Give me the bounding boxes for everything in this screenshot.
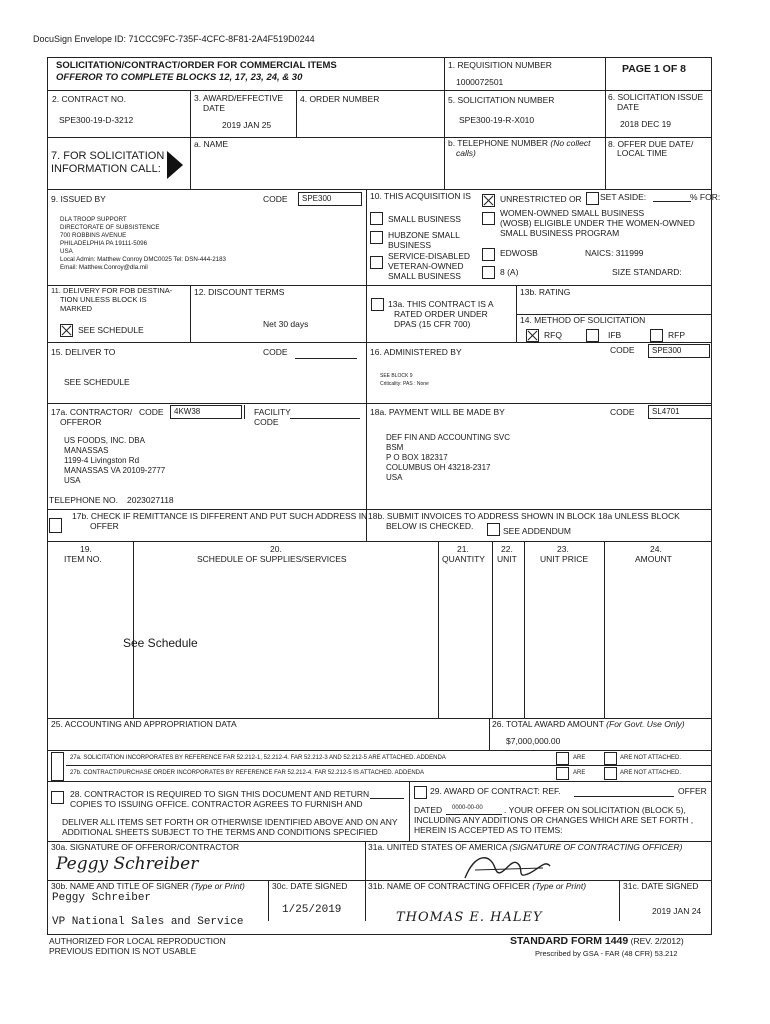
requisition-number: 1000072501: [456, 77, 504, 87]
col21-number: 21.: [457, 544, 469, 554]
payment-address: DEF FIN AND ACCOUNTING SVC BSM P O BOX 182317 COLUMBUS OH 43218-2317 USA: [386, 433, 511, 482]
col23-header: UNIT PRICE: [540, 554, 589, 564]
27b-are-not-label: ARE NOT ATTACHED.: [620, 770, 682, 776]
set-aside-label: SET ASIDE:: [600, 192, 647, 202]
issued-by-label: 9. ISSUED BY: [51, 194, 106, 204]
rfp-checkbox[interactable]: [650, 329, 663, 342]
name-label: a. NAME: [194, 139, 229, 149]
contractor-code-label: CODE: [139, 407, 164, 417]
award-label: 29. AWARD OF CONTRACT: REF.: [430, 786, 561, 796]
small-business-label: SMALL BUSINESS: [388, 214, 461, 224]
col19-header: ITEM NO.: [64, 554, 102, 564]
acquisition-label: 10. THIS ACQUISITION IS: [370, 191, 471, 201]
admin-code: SPE300: [648, 344, 710, 358]
envelope-id: DocuSign Envelope ID: 71CCC9FC-735F-4CFC-8F81-2A4F519D0244: [33, 34, 315, 44]
dated-value: 0000-00-00: [452, 805, 483, 811]
col22-number: 22.: [501, 544, 513, 554]
total-award-label: 26. TOTAL AWARD AMOUNT (For Govt. Use Only): [492, 719, 685, 729]
offer-due-label-2: LOCAL TIME: [617, 148, 668, 158]
deliver-to: SEE SCHEDULE: [64, 377, 130, 387]
signer-name-label: 30b. NAME AND TITLE OF SIGNER (Type or Print): [51, 881, 245, 891]
fob-label: 11. DELIVERY FOR FOB DESTINA-: [51, 286, 173, 295]
edwosb-checkbox[interactable]: [482, 248, 495, 261]
fob-label-3: MARKED: [60, 304, 93, 313]
discount-terms-label: 12. DISCOUNT TERMS: [194, 287, 285, 297]
award-offer-label: OFFER: [678, 786, 707, 796]
administered-by-label: 16. ADMINISTERED BY: [370, 347, 462, 357]
award-date-label-2: DATE: [203, 103, 226, 113]
col23-number: 23.: [557, 544, 569, 554]
offer-due-label: 8. OFFER DUE DATE/: [608, 139, 694, 149]
payment-code: SL4701: [648, 405, 712, 419]
criticality-note: Criticality: PAS : None: [380, 381, 429, 387]
naics-code: NAICS: 311999: [585, 248, 644, 258]
solicitation-number: SPE300-19-R-X010: [459, 115, 535, 125]
method-label: 14. METHOD OF SOLICITATION: [520, 315, 646, 325]
hubzone-label: HUBZONE SMALL: [388, 230, 460, 240]
hubzone-checkbox[interactable]: [370, 231, 383, 244]
form-number: STANDARD FORM 1449 (REV. 2/2012): [510, 935, 684, 947]
accounting-label: 25. ACCOUNTING AND APPROPRIATION DATA: [51, 719, 237, 729]
wosb-label-3: SMALL BUSINESS PROGRAM: [500, 228, 620, 238]
contractor-label: 17a. CONTRACTOR/: [51, 407, 133, 417]
form-subtitle: OFFEROR TO COMPLETE BLOCKS 12, 17, 23, 24, & 30: [56, 72, 303, 83]
wosb-label-2: (WOSB) ELIGIBLE UNDER THE WOMEN-OWNED: [500, 218, 695, 228]
rfp-label: RFP: [668, 330, 685, 340]
col20-number: 20.: [270, 544, 282, 554]
col24-number: 24.: [650, 544, 662, 554]
contracting-officer-label: 31b. NAME OF CONTRACTING OFFICER (Type or Print): [368, 881, 587, 891]
see-schedule-checkbox[interactable]: [60, 324, 73, 337]
27a-are-not-checkbox[interactable]: [604, 752, 617, 765]
prescribed-note: Prescribed by GSA - FAR (48 CFR) 53.212: [535, 949, 678, 958]
col22-header: UNIT: [497, 554, 517, 564]
edwosb-label: EDWOSB: [500, 248, 538, 258]
authorized-note: AUTHORIZED FOR LOCAL REPRODUCTION: [49, 936, 226, 946]
rated-order-label-3: DPAS (15 CFR 700): [394, 319, 471, 329]
payment-code-label: CODE: [610, 407, 635, 417]
award-date: 2019 JAN 25: [222, 120, 272, 130]
size-standard-label: SIZE STANDARD:: [612, 267, 682, 277]
previous-edition-note: PREVIOUS EDITION IS NOT USABLE: [49, 946, 197, 956]
ifb-label: IFB: [608, 330, 622, 340]
issued-code-label: CODE: [263, 194, 288, 204]
signer-name: Peggy Schreiber: [52, 892, 152, 904]
rated-order-label: 13a. THIS CONTRACT IS A: [388, 299, 494, 309]
unrestricted-checkbox[interactable]: [482, 194, 495, 207]
deliver-to-label: 15. DELIVER TO: [51, 347, 116, 357]
info-call-label: 7. FOR SOLICITATION: [51, 150, 165, 162]
wosb-label: WOMEN-OWNED SMALL BUSINESS: [500, 208, 645, 218]
col19-number: 19.: [80, 544, 92, 554]
dated-label: DATED: [414, 805, 443, 815]
pct-for-label: % FOR:: [690, 192, 721, 202]
hubzone-label-2: BUSINESS: [388, 240, 431, 250]
form-title: SOLICITATION/CONTRACT/ORDER FOR COMMERCIAL ITEMS: [56, 60, 337, 71]
block28-line3: DELIVER ALL ITEMS SET FORTH OR OTHERWISE IDENTIFIED ABOVE AND ON ANY: [62, 817, 398, 827]
contractor-code: 4KW38: [170, 405, 242, 419]
submit-invoices-label-2: BELOW IS CHECKED.: [386, 521, 474, 531]
facility-code-label-2: CODE: [254, 417, 279, 427]
arrow-right-icon: [166, 150, 184, 180]
officer-date: 2019 JAN 24: [652, 906, 702, 916]
offeror-date-label: 30c. DATE SIGNED: [272, 881, 348, 891]
unrestricted-label: UNRESTRICTED OR: [500, 194, 582, 204]
requisition-label: 1. REQUISITION NUMBER: [448, 60, 552, 70]
telephone-label-2: calls): [456, 148, 476, 158]
contracting-officer-name: THOMAS E. HALEY: [396, 910, 543, 925]
telephone-no-label: TELEPHONE NO.: [49, 495, 118, 505]
offeror-signature-label: 30a. SIGNATURE OF OFFEROR/CONTRACTOR: [51, 842, 240, 852]
contractor-sign-checkbox[interactable]: [51, 791, 64, 804]
order-number-label: 4. ORDER NUMBER: [300, 94, 380, 104]
award-date-label: 3. AWARD/EFFECTIVE: [194, 93, 284, 103]
issue-date-label: 6. SOLICITATION ISSUE: [608, 92, 704, 102]
27a-are-not-label: ARE NOT ATTACHED.: [620, 755, 682, 761]
offeror-date: 1/25/2019: [282, 904, 342, 916]
issue-date: 2018 DEC 19: [620, 119, 672, 129]
issue-date-label-2: DATE: [617, 102, 640, 112]
sdvosb-label-3: SMALL BUSINESS: [388, 271, 461, 281]
sdvosb-label-2: VETERAN-OWNED: [388, 261, 464, 271]
payment-label: 18a. PAYMENT WILL BE MADE BY: [370, 407, 505, 417]
page-count: PAGE 1 OF 8: [622, 63, 686, 75]
set-aside-checkbox[interactable]: [586, 192, 599, 205]
sdvosb-label: SERVICE-DISABLED: [388, 251, 471, 261]
clause-27b: 27b. CONTRACT/PURCHASE ORDER INCORPORATES BY REFERENCE FAR 52.212-4. FAR 52.212-5 IS ATTACHED. ADDENDA: [70, 770, 424, 776]
see-schedule-label: SEE SCHEDULE: [78, 325, 144, 335]
rfq-label: RFQ: [544, 330, 562, 340]
block28-line2: COPIES TO ISSUING OFFICE. CONTRACTOR AGREES TO FURNISH AND: [70, 799, 363, 809]
telephone-no: 2023027118: [127, 495, 174, 505]
contractor-label-2: OFFEROR: [60, 417, 102, 427]
eight-a-label: 8 (A): [500, 267, 519, 277]
info-call-label-2: INFORMATION CALL:: [51, 163, 161, 175]
rated-order-label-2: RATED ORDER UNDER: [394, 309, 488, 319]
discount-terms: Net 30 days: [263, 319, 309, 329]
facility-code-label: FACILITY: [254, 407, 291, 417]
officer-signature-label: 31a. UNITED STATES OF AMERICA (SIGNATURE OF CONTRACTING OFFICER): [368, 842, 683, 852]
items-see-schedule: See Schedule: [123, 636, 198, 650]
admin-note: SEE BLOCK 9: [380, 373, 413, 379]
block28-line1: 28. CONTRACTOR IS REQUIRED TO SIGN THIS DOCUMENT AND RETURN: [70, 789, 370, 799]
rated-order-checkbox[interactable]: [371, 298, 384, 311]
award-line2: . YOUR OFFER ON SOLICITATION (BLOCK 5),: [504, 805, 686, 815]
issued-address: DLA TROOP SUPPORT DIRECTORATE OF SUBSISTENCE 700 ROBBINS AVENUE PHILADELPHIA PA 19111-5096 USA Local Admin: Matthew Conroy DMC0025 Tel: DSN-444-2183 Email: Matthew.Conroy@dla.mil: [60, 216, 226, 271]
block28-line4: ADDITIONAL SHEETS SUBJECT TO THE TERMS AND CONDITIONS SPECIFIED: [62, 827, 378, 837]
27b-are-not-checkbox[interactable]: [604, 767, 617, 780]
solicitation-number-label: 5. SOLICITATION NUMBER: [448, 95, 555, 105]
officer-date-label: 31c. DATE SIGNED: [623, 881, 699, 891]
award-line3: INCLUDING ANY ADDITIONS OR CHANGES WHICH ARE SET FORTH ,: [414, 815, 694, 825]
col24-header: AMOUNT: [635, 554, 672, 564]
remittance-checkbox[interactable]: [49, 518, 62, 533]
contractor-address: US FOODS, INC. DBA MANASSAS 1199-4 Livingston Rd MANASSAS VA 20109-2777 USA: [64, 436, 166, 485]
rating-label: 13b. RATING: [520, 287, 571, 297]
clause-27a: 27a. SOLICITATION INCORPORATES BY REFERENCE FAR 52.212-1, 52.212-4. FAR 52.212-3 AND 52.212-5 ARE ATTACHED. ADDENDA: [70, 755, 446, 761]
small-business-checkbox[interactable]: [370, 212, 383, 225]
see-addendum-checkbox[interactable]: [487, 523, 500, 536]
signer-title: VP National Sales and Service: [52, 916, 244, 928]
fob-label-2: TION UNLESS BLOCK IS: [60, 295, 147, 304]
contract-no-label: 2. CONTRACT NO.: [52, 94, 126, 104]
col21-header: QUANTITY: [442, 554, 485, 564]
award-line4: HEREIN IS ACCEPTED AS TO ITEMS:: [414, 825, 563, 835]
eight-a-checkbox[interactable]: [482, 266, 495, 279]
remittance-label: 17b. CHECK IF REMITTANCE IS DIFFERENT AND PUT SUCH ADDRESS IN: [72, 511, 368, 521]
admin-code-label: CODE: [610, 345, 635, 355]
27b-are-label: ARE: [573, 770, 586, 776]
see-addendum-label: SEE ADDENDUM: [503, 526, 572, 536]
col20-header: SCHEDULE OF SUPPLIES/SERVICES: [197, 554, 347, 564]
ifb-checkbox[interactable]: [586, 329, 599, 342]
27a-are-label: ARE: [573, 755, 586, 761]
offeror-signature[interactable]: Peggy Schreiber: [56, 854, 199, 874]
rfq-checkbox[interactable]: [526, 329, 539, 342]
wosb-checkbox[interactable]: [482, 212, 495, 225]
issued-code: SPE300: [298, 192, 362, 206]
sdvosb-checkbox[interactable]: [370, 256, 383, 269]
remittance-label-2: OFFER: [90, 521, 119, 531]
27a-are-checkbox[interactable]: [556, 752, 569, 765]
contract-no: SPE300-19-D-3212: [59, 115, 134, 125]
telephone-label: b. TELEPHONE NUMBER (No collect: [448, 138, 591, 148]
submit-invoices-label: 18b. SUBMIT INVOICES TO ADDRESS SHOWN IN BLOCK 18a UNLESS BLOCK: [368, 511, 680, 521]
deliver-code-label: CODE: [263, 347, 288, 357]
addenda-checkbox[interactable]: [51, 752, 64, 781]
total-award-amount: $7,000,000.00: [506, 736, 561, 746]
award-checkbox[interactable]: [414, 786, 427, 799]
27b-are-checkbox[interactable]: [556, 767, 569, 780]
